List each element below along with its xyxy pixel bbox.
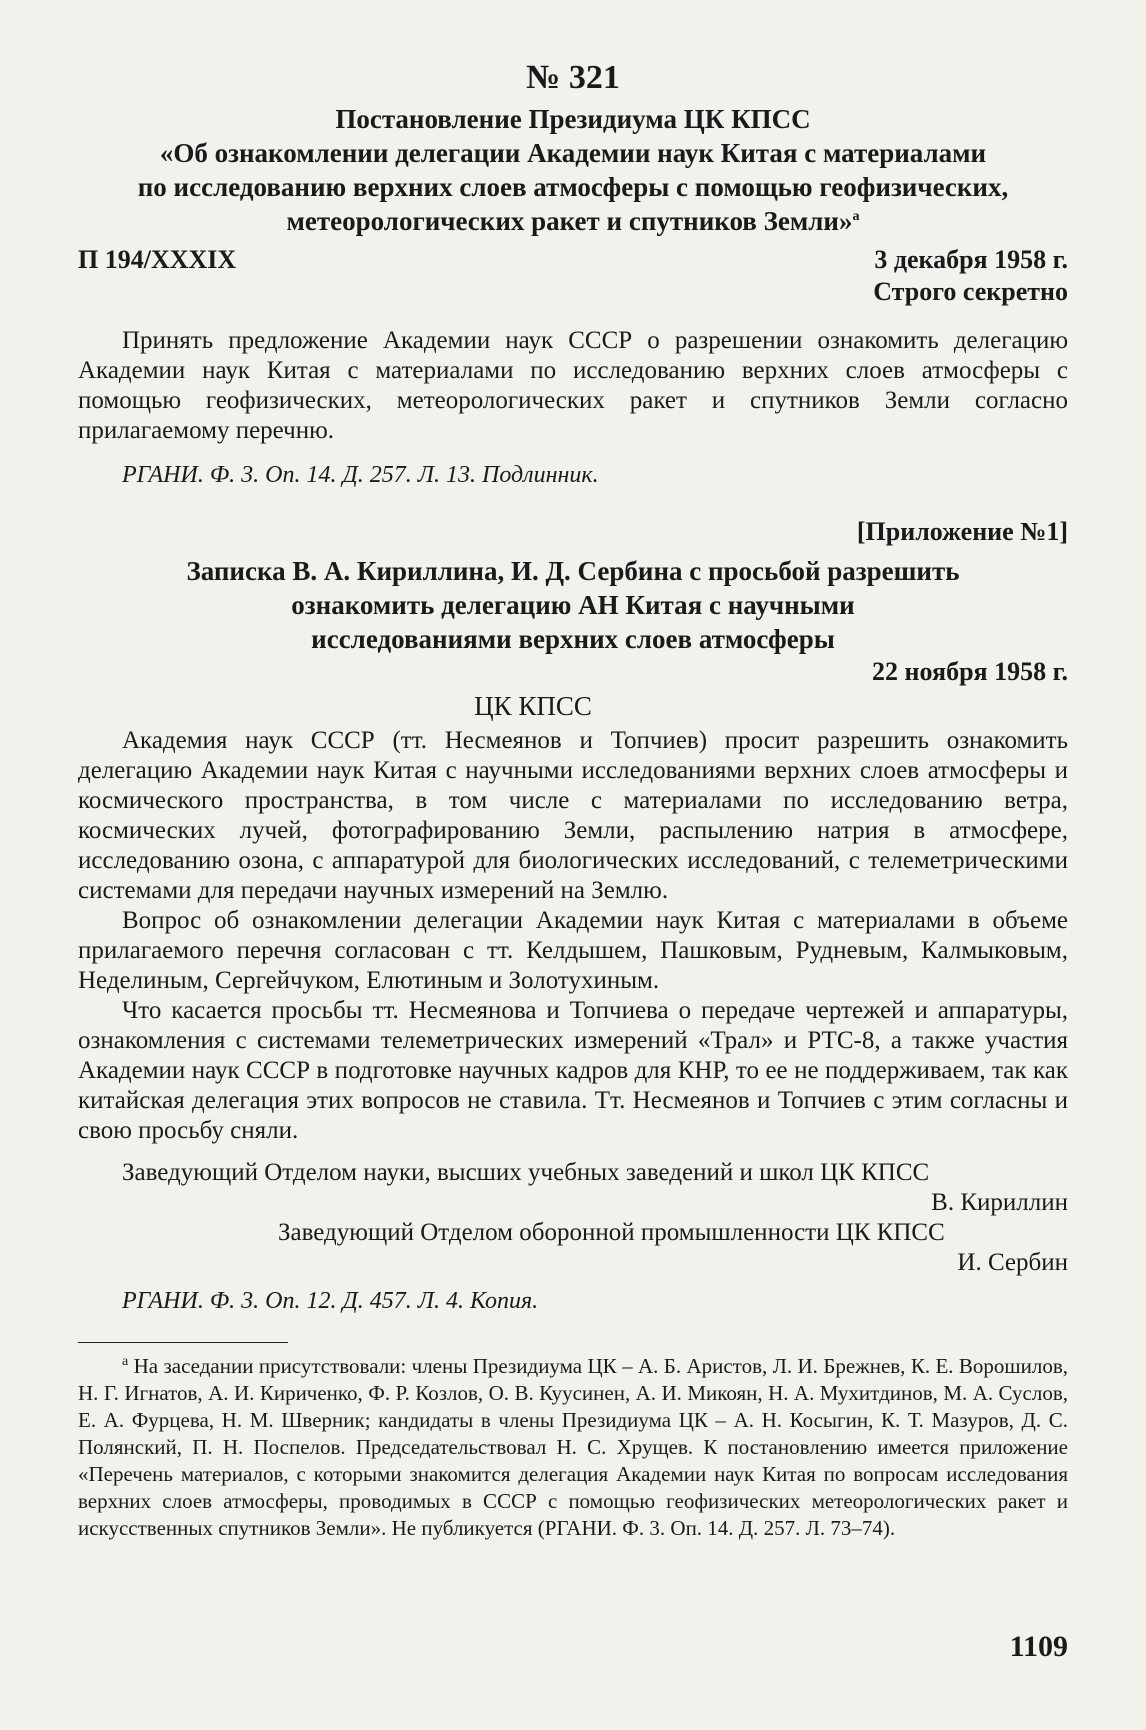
- appendix-addressee: ЦК КПСС: [474, 691, 592, 721]
- appendix-paragraph-3: Что касается просьбы тт. Несмеянова и Топчиева о передаче чертежей и аппаратуры, ознакомления с системами телеметрических измерений «Трал» и РТС-8, а также участия Академии наук СССР в подготовке научных кадров для КНР, то ее не поддерживаем, так как китайская делегация этих вопросов не ставила. Тт. Несмеянов и Топчиев с этим согласны и свою просьбу сняли.: [78, 997, 1068, 1144]
- document-page: [78, 58, 1068, 1542]
- classification-stamp: Строго секретно: [873, 277, 1068, 306]
- appendix-date: 22 ноября 1958 г.: [872, 657, 1068, 686]
- resolution-text: Принять предложение Академии наук СССР о разрешении ознакомить делегацию Академии наук Китая с материалами по исследованию верхних слоев атмосферы с помощью геофизических, метеорологических ракет и спутников Земли согласно прилагаемому перечню.: [78, 327, 1068, 444]
- appendix-title: [78, 554, 1068, 656]
- protocol-number: П 194/XXXIX: [78, 245, 237, 274]
- signature-name-2: И. Сербин: [957, 1249, 1068, 1276]
- document-meta: [78, 244, 1068, 308]
- appendix-label: [Приложение №1]: [856, 517, 1068, 546]
- appendix-paragraph-2: Вопрос об ознакомлении делегации Академии наук Китая с материалами в объеме прилагаемого перечня согласован с тт. Келдышем, Пашковым, Рудневым, Калмыковым, Неделиным, Сергейчуком, Елютиным и Золотухиным.: [78, 907, 1068, 994]
- title-line-2: «Об ознакомлении делегации Академии наук Китая с материалами: [159, 138, 987, 168]
- appendix-title-line-2: ознакомить делегацию АН Китая с научными: [291, 590, 855, 620]
- title-line-4: [78, 204, 1068, 238]
- appendix-paragraph-1: Академия наук СССР (тт. Несмеянов и Топчиев) просит разрешить ознакомить делегацию Академии наук Китая с научными исследованиями верхних слоев атмосферы и космического пространства, в том числе с материалами по исследованию ветра, космических лучей, фотографированию Земли, распылению натрия в атмосфере, исследованию озона, с аппаратурой для биологических исследований, с телеметрическими системами для передачи научных измерений на Землю.: [78, 727, 1068, 904]
- document-date: 3 декабря 1958 г.: [874, 245, 1068, 274]
- appendix-citation: РГАНИ. Ф. 3. Оп. 12. Д. 457. Л. 4. Копия.: [122, 1288, 539, 1314]
- appendix-title-line-1: Записка В. А. Кириллина, И. Д. Сербина с просьбой разрешить: [186, 556, 960, 586]
- page-number: 1109: [1009, 1630, 1068, 1663]
- footnote-mark: а: [122, 1354, 129, 1369]
- appendix-title-line-3: исследованиями верхних слоев атмосферы: [311, 624, 835, 654]
- signature-name-1: В. Кириллин: [931, 1189, 1068, 1216]
- document-title: [78, 102, 1068, 238]
- footnote-divider: [78, 1342, 288, 1343]
- signature-position-1: Заведующий Отделом науки, высших учебных заведений и школ ЦК КПСС: [122, 1159, 930, 1186]
- resolution-citation: РГАНИ. Ф. 3. Оп. 14. Д. 257. Л. 13. Подлинник.: [122, 462, 599, 488]
- footnote: [78, 1353, 1068, 1542]
- title-line-4-text: метеорологических ракет и спутников Земли»: [286, 206, 853, 236]
- signature-position-2: Заведующий Отделом оборонной промышленности ЦК КПСС: [278, 1219, 945, 1246]
- footnote-text: На заседании присутствовали: члены Президиума ЦК – А. Б. Аристов, Л. И. Брежнев, К. Е. Ворошилов, Н. Г. Игнатов, А. И. Кириченко, Ф. Р. Козлов, О. В. Куусинен, А. И. Микоян, Н. А. Мухитдинов, М. А. Суслов, Е. А. Фурцева, Н. М. Шверник; кандидаты в члены Президиума ЦК – А. Н. Косыгин, К. Т. Мазуров, Д. С. Полянский, П. Н. Поспелов. Председательствовал Н. С. Хрущев. К постановлению имеется приложение «Перечень материалов, с которыми знакомится делегация Академии наук Китая по вопросам исследования верхних слоев атмосферы, проводимых в СССР с помощью геофизических метеорологических ракет и искусственных спутников Земли». Не публикуется (РГАНИ. Ф. 3. Оп. 14. Д. 257. Л. 73–74).: [78, 1354, 1068, 1540]
- title-line-1: Постановление Президиума ЦК КПСС: [335, 104, 811, 134]
- document-number: № 321: [526, 59, 620, 96]
- title-line-3: по исследованию верхних слоев атмосферы с помощью геофизических,: [137, 172, 1009, 202]
- title-footnote-mark: а: [852, 209, 860, 224]
- document-meta-right: [873, 244, 1068, 308]
